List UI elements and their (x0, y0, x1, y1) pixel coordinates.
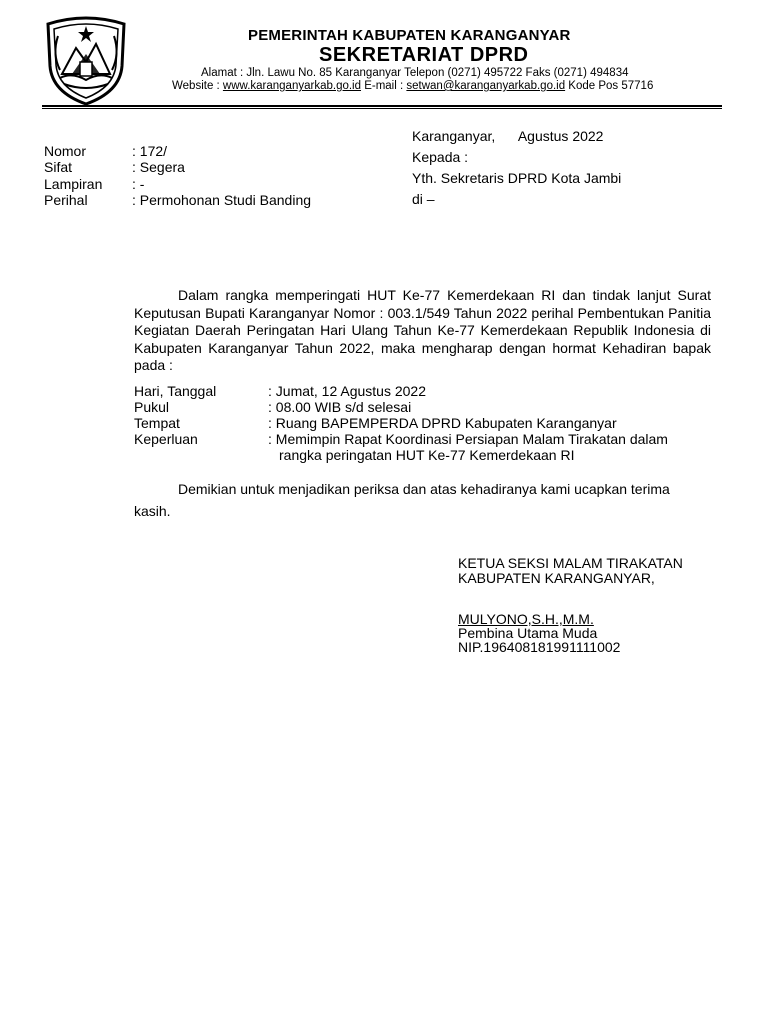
detail-value-purpose: : Memimpin Rapat Koordinasi Persiapan Malam Tirakatan dalam (268, 431, 668, 447)
recipient-name: Yth. Sekretaris DPRD Kota Jambi (412, 170, 622, 186)
closing-line-end: kasih. (134, 503, 171, 519)
detail-value-purpose-cont: rangka peringatan HUT Ke-77 Kemerdekaan RI (279, 447, 575, 463)
place-date: Karanganyar, Agustus 2022 (412, 128, 604, 144)
website-label: Website : (172, 80, 223, 92)
email-link[interactable]: setwan@karanganyarkab.go.id (406, 80, 566, 92)
regency-emblem-logo (42, 14, 130, 106)
meta-label-nomor: Nomor (44, 143, 87, 159)
email-label: E-mail : (361, 80, 407, 92)
signatory-nip: NIP.196408181991111002 (458, 639, 621, 655)
signatory-rank: Pembina Utama Muda (458, 625, 598, 641)
meta-label-sifat: Sifat (44, 159, 73, 175)
meta-value-lampiran: : - (132, 176, 145, 192)
letterhead-office-name: SEKRETARIAT DPRD (319, 44, 529, 66)
letterhead-rule-thick (42, 105, 722, 107)
closing-line: Demikian untuk menjadikan periksa dan atas kehadiranya kami ucapkan terima (178, 481, 670, 497)
detail-value-date: : Jumat, 12 Agustus 2022 (268, 383, 426, 399)
meta-label-lampiran: Lampiran (44, 176, 103, 192)
signatory-title-1: KETUA SEKSI MALAM TIRAKATAN (458, 555, 683, 571)
letterhead-contact (172, 80, 653, 92)
signatory-name-text: MULYONO,S.H.,M.M. (458, 611, 594, 627)
detail-label-date: Hari, Tanggal (134, 383, 217, 399)
detail-value-place: : Ruang BAPEMPERDA DPRD Kabupaten Karanganyar (268, 415, 617, 431)
recipient-di: di – (412, 191, 435, 207)
detail-label-time: Pukul (134, 399, 170, 415)
letterhead-rule-thin (42, 108, 722, 109)
body-paragraph (134, 287, 711, 375)
meta-value-nomor: : 172/ (132, 143, 168, 159)
detail-label-purpose: Keperluan (134, 431, 198, 447)
recipient-kepada: Kepada : (412, 149, 469, 165)
website-link[interactable]: www.karanganyarkab.go.id (222, 80, 362, 92)
signatory-title-2: KABUPATEN KARANGANYAR, (458, 570, 655, 586)
postcode: Kode Pos 57716 (565, 80, 654, 92)
detail-label-place: Tempat (134, 415, 180, 431)
meta-value-perihal: : Permohonan Studi Banding (132, 192, 312, 208)
body-paragraph-text: Dalam rangka memperingati HUT Ke-77 Kemerdekaan RI dan tindak lanjut Surat Keputusan Bupati Karanganyar Nomor : 003.1/549 Tahun 2022 perihal Pembentukan Panitia Kegiatan Daerah Peringatan Hari Ulang Tahun Ke-77 Kemerdekaan Republik Indonesia di Kabupaten Karanganyar Tahun 2022, maka mengharap dengan hormat Kehadiran bapak pada : (134, 287, 711, 373)
letterhead-government-name: PEMERINTAH KABUPATEN KARANGANYAR (248, 27, 571, 44)
meta-label-perihal: Perihal (44, 192, 88, 208)
meta-value-sifat: : Segera (132, 159, 185, 175)
detail-value-time: : 08.00 WIB s/d selesai (268, 399, 412, 415)
letterhead-address: Alamat : Jln. Lawu No. 85 Karanganyar Telepon (0271) 495722 Faks (0271) 494834 (201, 67, 629, 79)
